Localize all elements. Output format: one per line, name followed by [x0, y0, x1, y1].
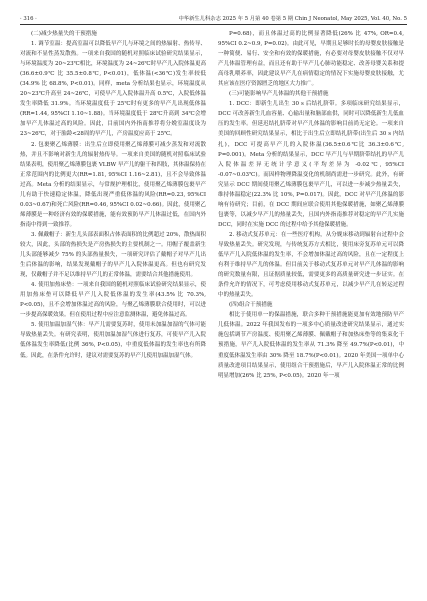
page-number: · 316 ·: [20, 16, 37, 22]
paragraph-dcc: 1. DCC：即新生儿出生 30 s 后结扎脐带。多项临床研究结果显示，DCC 可改善新生儿血容量、心输出量和脑部血供，同时可以降低新生儿低血压的发生率。但延迟结扎脐带对早产儿体温的影响目前尚无定论。一项来自美国的回顾性研究结果显示，相比于出生后立即结扎脐带(出生后 30 s 内结扎)，DCC 可提高早产儿的入院体温(36.5±0.6℃比 36.3±0.6℃, P=0.001)。Meta 分析的结果显示，DCC 早产儿与早期脐带结扎的早产儿入院体温差异无统计学意义(平均差异为 -0.02℃, 95%CI -0.07~0.03℃)。而因样物理降温变化的机制尚需进一步研究。此外，有研究显示 DCC 期间使用聚乙烯薄膜包裹早产儿，可以进一步减少热量丢失，维持体温稳定(22.3% 比 10%, P=0.017)。因此，DCC 对早产儿体温的影响有待研究；目前，在 DCC 期间应联合使用其他保暖措施，如聚乙烯薄膜包裹等，以减少早产儿的热量丢失，且国内外指南推荐对稳定的早产儿实施 DCC，同时在实施 DCC 的过程中给予其他保暖措施。: [218, 101, 404, 228]
section-heading-heat-loss: (二)减少热量失的干预措施: [31, 31, 97, 37]
paragraph-mobile-resuscitation: 2. 移动式复苏单元：在一些医疗机构，从分娩床移动到辐射台过程中会导致热量丢失。研究发现，与传统复苏方式相比，使用床旁复苏单元可以降低早产儿入院低体温的发生率，不会增加体温过高的风险，且在一定程度上有利于维持早产儿的体温。但目前关于移动式复苏单元对早产儿体温的影响的研究数量有限，且证据质量较低，需要更多的高质量研究进一步证实。在条件允许的情况下，可考虑使用移动式复苏单元，以减少早产儿在转运过程中的热量丢失。: [218, 231, 404, 299]
paragraph-heated-mattress: 4. 使用加热床垫：一项来自我国的随机对照临床试验研究结果显示，使用加热床垫可以降低早产儿入院低体温的发生率(43.5% 比 70.3%, P<0.05)，且不会增加体温过高的风险，与聚乙烯薄膜联合使用时，可以进一步提高保暖效果。但在使用过程中应注意监测体温，避免体温过高。: [20, 282, 206, 319]
paragraph-heated-gas: 5. 使用加温加湿气体：早产儿需要复苏时，使用未加温加湿的气体可能导致热量丢失。有研究表明，使用加温加湿气体进行复苏，可使早产儿入院低体温发生率降低(比例 36%, P<0.05)，中重度低体温的发生率也有所降低。因此，在条件允许时，建议对需要复苏的早产儿使用加温加湿气体。: [20, 322, 206, 359]
journal-line: 中华新生儿科杂志 2025 年 5 月第 40 卷第 5 期 Chin J Neonatol, May 2025, Vol. 40, No. 5: [178, 16, 407, 22]
paragraph-polyethylene-wrap: 2. 包裹聚乙烯薄膜：出生后立即使用聚乙烯薄膜可减少蒸发和对流散热，并且不影响对新生儿的辐射热传导。一项来自美国的随机对照临床试验结果表明，使用聚乙烯薄膜包裹 VLBW 早产儿的躯干和四肢，其体温保持在正常范围内的比例更大(RR=1.81, 95%CI 1.16~2.81)，且不会导致体温过高。Meta 分析的结果显示，与常规护理相比，使用聚乙烯薄膜包裹早产儿有助于快速稳定体温，降低出现严重低体温的风险(RR=0.23, 95%CI 0.03~0.67)和死亡风险(RR=0.46, 95%CI 0.02~0.66)。因此，使用聚乙烯薄膜是一种经济有效的保暖措施，能有效预防早产儿体温过低，在国内外指南中得到一致推荐。: [20, 141, 206, 228]
right-column: [218, 29, 404, 381]
section-heading-combined: (四)组合干预措施: [229, 302, 273, 309]
section-heading-other-interventions: (三)可能影响早产儿体温的其他干预措施: [229, 91, 329, 98]
running-header: [20, 14, 407, 25]
paragraph-hat: 3. 佩戴帽子：新生儿头部表面积占体表面积的比例超过 20%，散热面积较大，因此，头部的热损失是产房热损失的主要机制之一。用帽子覆盖新生儿头部能够减少 75% 的头部热量损失，一项研究评估了戴帽子对早产儿出生后体温的影响，结果发现戴帽子的早产儿入院体温更高。但也有研究发现，仅戴帽子并不足以维持早产儿的正常体温，需要结合其他措施使用。: [20, 231, 206, 279]
paragraph-combined-interventions: 相比于使用单一的保温措施，联合多种干预措施能更加有效地预防早产儿低体温。2022 年我国发布的一项多中心质量改进研究结果显示，通过实施包括调节产房温度、使用聚乙烯薄膜、佩戴帽子和加热床垫等的集束化干预措施，早产儿入院低体温的发生率从 71.3% 降至 49.7%(P<0.01)，中重度低体温发生率由 30% 降至 18.7%(P<0.01)。2020 年美国一项单中心质量改进项目结果显示，使用组合干预措施后，早产儿入院体温正常的比例明显增加(26% 比 25%, P<0.05)。2020 年一项: [218, 312, 404, 379]
paragraph-skin-contact-continued: P=0.68)，而且体温过高的比例显著降低(26% 比 47%, OR=0.4, 95%CI 0.2~0.9, P=0.02)。由此可见，早期且足够时长的母婴皮肤接触是一种简便、易行、安全和有效的保暖措施，有必要对母婴皮肤接触不仅对早产儿体温管理有益，而且还有助于早产儿心肺功能稳定、改善母婴关系和提高母乳喂养率，因此建议早产儿在病情稳定的情况下实施母婴皮肤接触，尤其应该在医疗资源匮乏的地区大力推广。: [218, 31, 404, 88]
left-column: [20, 29, 206, 361]
paragraph-room-temperature: 1. 调节室温：提高室温可以降低早产儿与环境之间的热辐射、热传导、对流和不显性蒸发散热。一项来自我国的随机对照临床试验研究结果显示，与环境温度为 20~23℃相比，环境温度为 24~26℃时早产儿入院体温更高(36.6±0.9℃ 比 35.5±0.8℃, P<0.01)，低体温(<36℃)发生率较低(34.9% 比 68.8%, P<0.01)。同样，meta 分析结果也显示，环境温度从 20~23℃升高至 24~26℃，可使早产儿入院体温升高 0.5℃，入院低体温发生率降低 31.9%。当环境温度低于 25℃时有更多的早产儿出现低体温(RR=1.44, 95%CI 1.10~1.88)。当环境温度低于 28℃升高到 34℃会增加早产儿体温过高的风险。因此，目前国内外指南推荐将分娩室温度设为 23~26℃，对于胎龄<28周的早产儿，产房温度应高于 25℃。: [20, 41, 206, 138]
